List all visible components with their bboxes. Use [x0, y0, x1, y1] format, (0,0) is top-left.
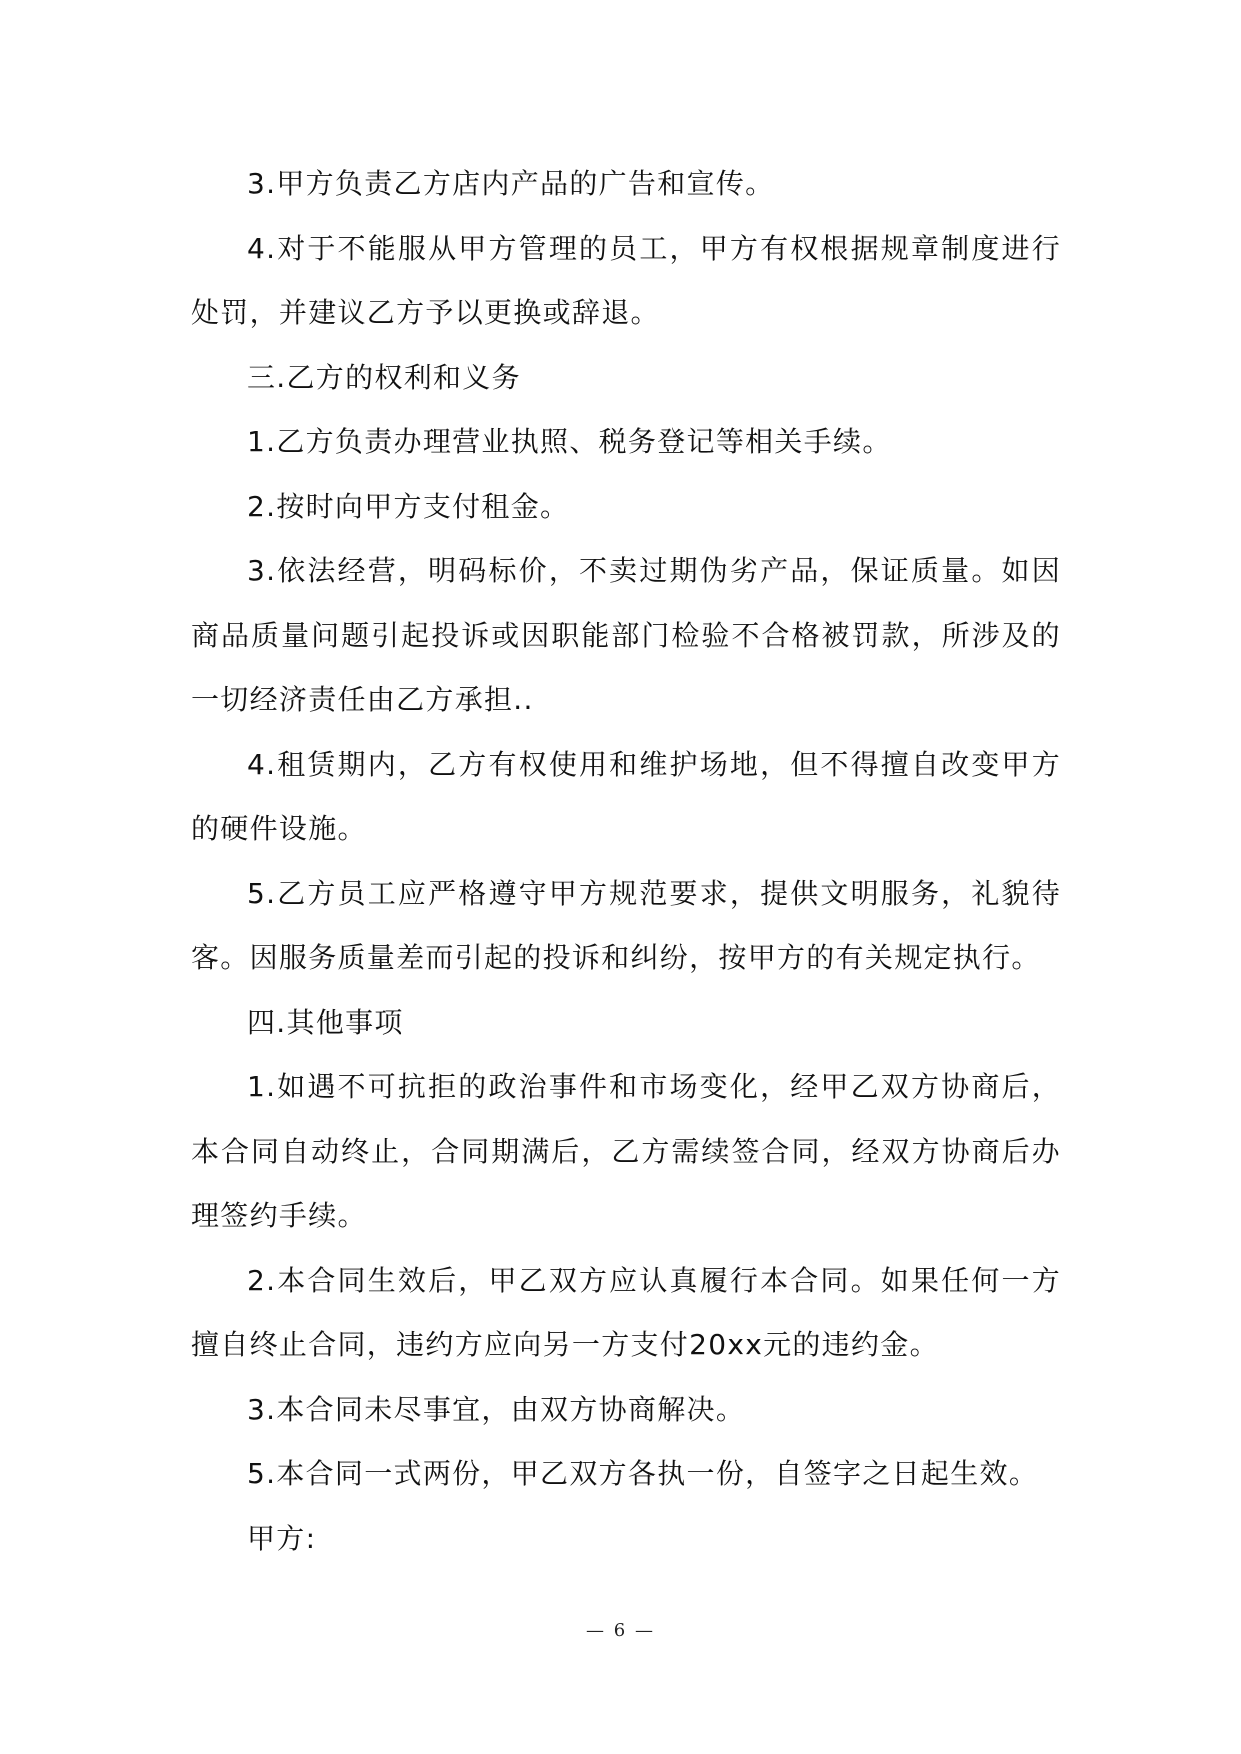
paragraph-premises-use-clause: 4.租赁期内，乙方有权使用和维护场地，但不得擅自改变甲方的硬件设施。 [191, 747, 1061, 845]
paragraph-lawful-operation-clause: 3.依法经营，明码标价，不卖过期伪劣产品，保证质量。如因商品质量问题引起投诉或因职能部门检验不合格被罚款，所涉及的一切经济责任由乙方承担.. [191, 554, 1061, 716]
page-number: — 6 — [586, 1620, 655, 1641]
paragraph-rent-payment-clause: 2.按时向甲方支付租金。 [247, 489, 570, 523]
paragraph-advertising-clause: 3.甲方负责乙方店内产品的广告和宣传。 [247, 167, 775, 200]
paragraph-unresolved-matters-clause: 3.本合同未尽事宜，由双方协商解决。 [247, 1392, 746, 1426]
paragraph-employee-discipline-clause: 4.对于不能服从甲方管理的员工，甲方有权根据规章制度进行处罚，并建议乙方予以更换或辞退。 [191, 231, 1061, 329]
paragraph-business-license-clause: 1.乙方负责办理营业执照、税务登记等相关手续。 [247, 425, 892, 458]
paragraph-force-majeure-clause: 1.如遇不可抗拒的政治事件和市场变化，经甲乙双方协商后，本合同自动终止，合同期满后，乙方需续签合同，经双方协商后办理签约手续。 [191, 1070, 1061, 1232]
document-body [191, 152, 1061, 1571]
signature-label-party-a: 甲方: [247, 1521, 317, 1555]
section-heading-party-b-rights: 三.乙方的权利和义务 [247, 360, 521, 394]
paragraph-breach-penalty-clause: 2.本合同生效后，甲乙双方应认真履行本合同。如果任何一方擅自终止合同，违约方应向另一方支付20xx元的违约金。 [191, 1263, 1061, 1361]
paragraph-staff-conduct-clause: 5.乙方员工应严格遵守甲方规范要求，提供文明服务，礼貌待客。因服务质量差而引起的投诉和纠纷，按甲方的有关规定执行。 [191, 876, 1061, 974]
section-heading-other-matters: 四.其他事项 [247, 1005, 404, 1039]
paragraph-copies-effective-clause: 5.本合同一式两份，甲乙双方各执一份，自签字之日起生效。 [247, 1457, 1039, 1490]
